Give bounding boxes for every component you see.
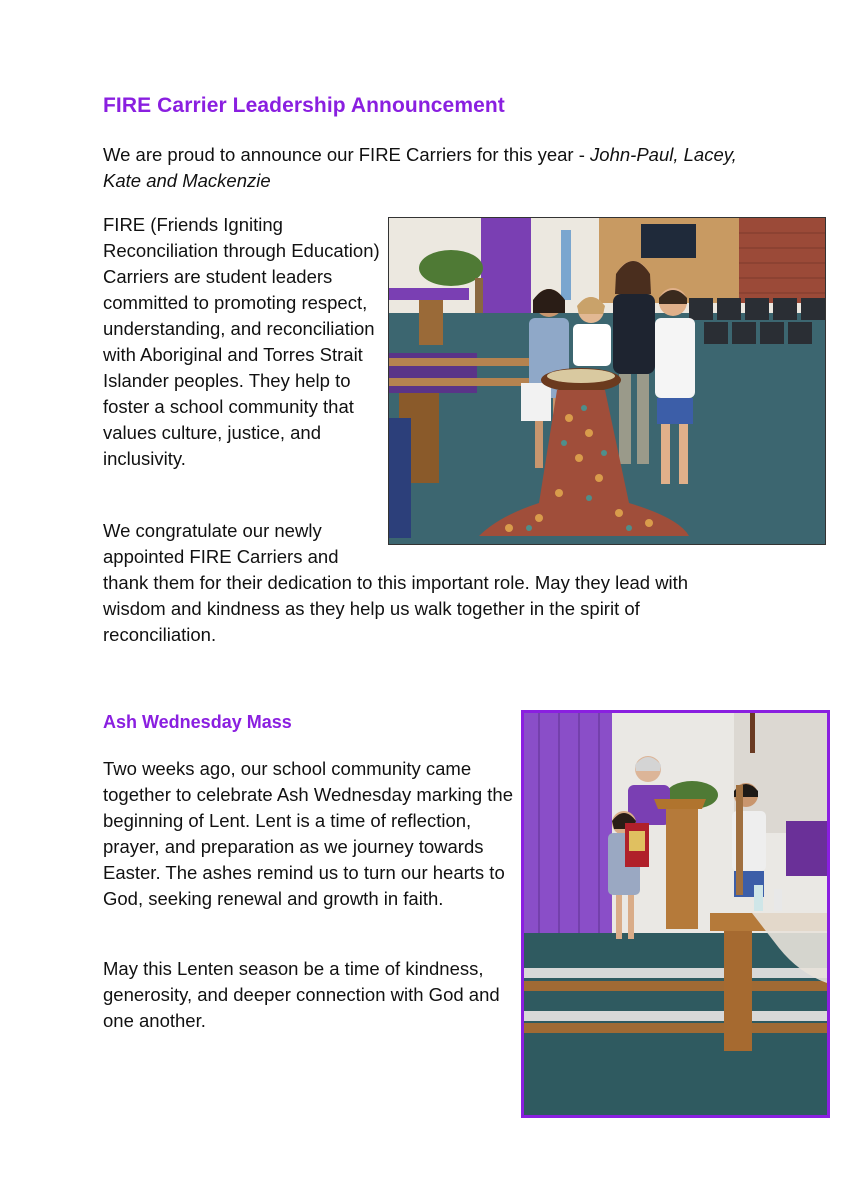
lenten-season-paragraph: May this Lenten season be a time of kindness, generosity, and deeper connection with God and one another.: [103, 958, 500, 1031]
ash-wednesday-paragraph: Two weeks ago, our school community came together to celebrate Ash Wednesday marking the beginning of Lent. Lent is a time of reflection, prayer, and preparation as we journey towards Easter. The ashes remind us to turn our hearts to God, seeking renewal and growth in faith.: [103, 758, 513, 909]
fire-description: FIRE (Friends Igniting Reconciliation through Education) Carriers are student leaders committed to promoting respect, understanding, and reconciliation with Aboriginal and Torres Strait Islander peoples. They help to foster a school community that values culture, justice, and inclusivity.: [103, 214, 380, 469]
fire-intro: [103, 142, 763, 194]
fire-heading: FIRE Carrier Leadership Announcement: [103, 94, 505, 117]
fire-intro-prefix: We are proud to announce our FIRE Carriers for this year -: [103, 144, 591, 165]
fire-carriers-photo: [388, 217, 826, 545]
ash-wednesday-photo: [521, 710, 830, 1118]
ash-wednesday-heading: Ash Wednesday Mass: [103, 712, 292, 732]
fire-congrats-end: thank them for their dedication to this important role. May they lead with wisdom and kindness as they help us walk together in the spirit of reconciliation.: [103, 572, 689, 645]
fire-congrats-start: We congratulate our newly appointed FIRE Carriers and: [103, 520, 339, 567]
fire-carrier-names: John-Paul, Lacey, Kate and Mackenzie: [103, 144, 737, 191]
